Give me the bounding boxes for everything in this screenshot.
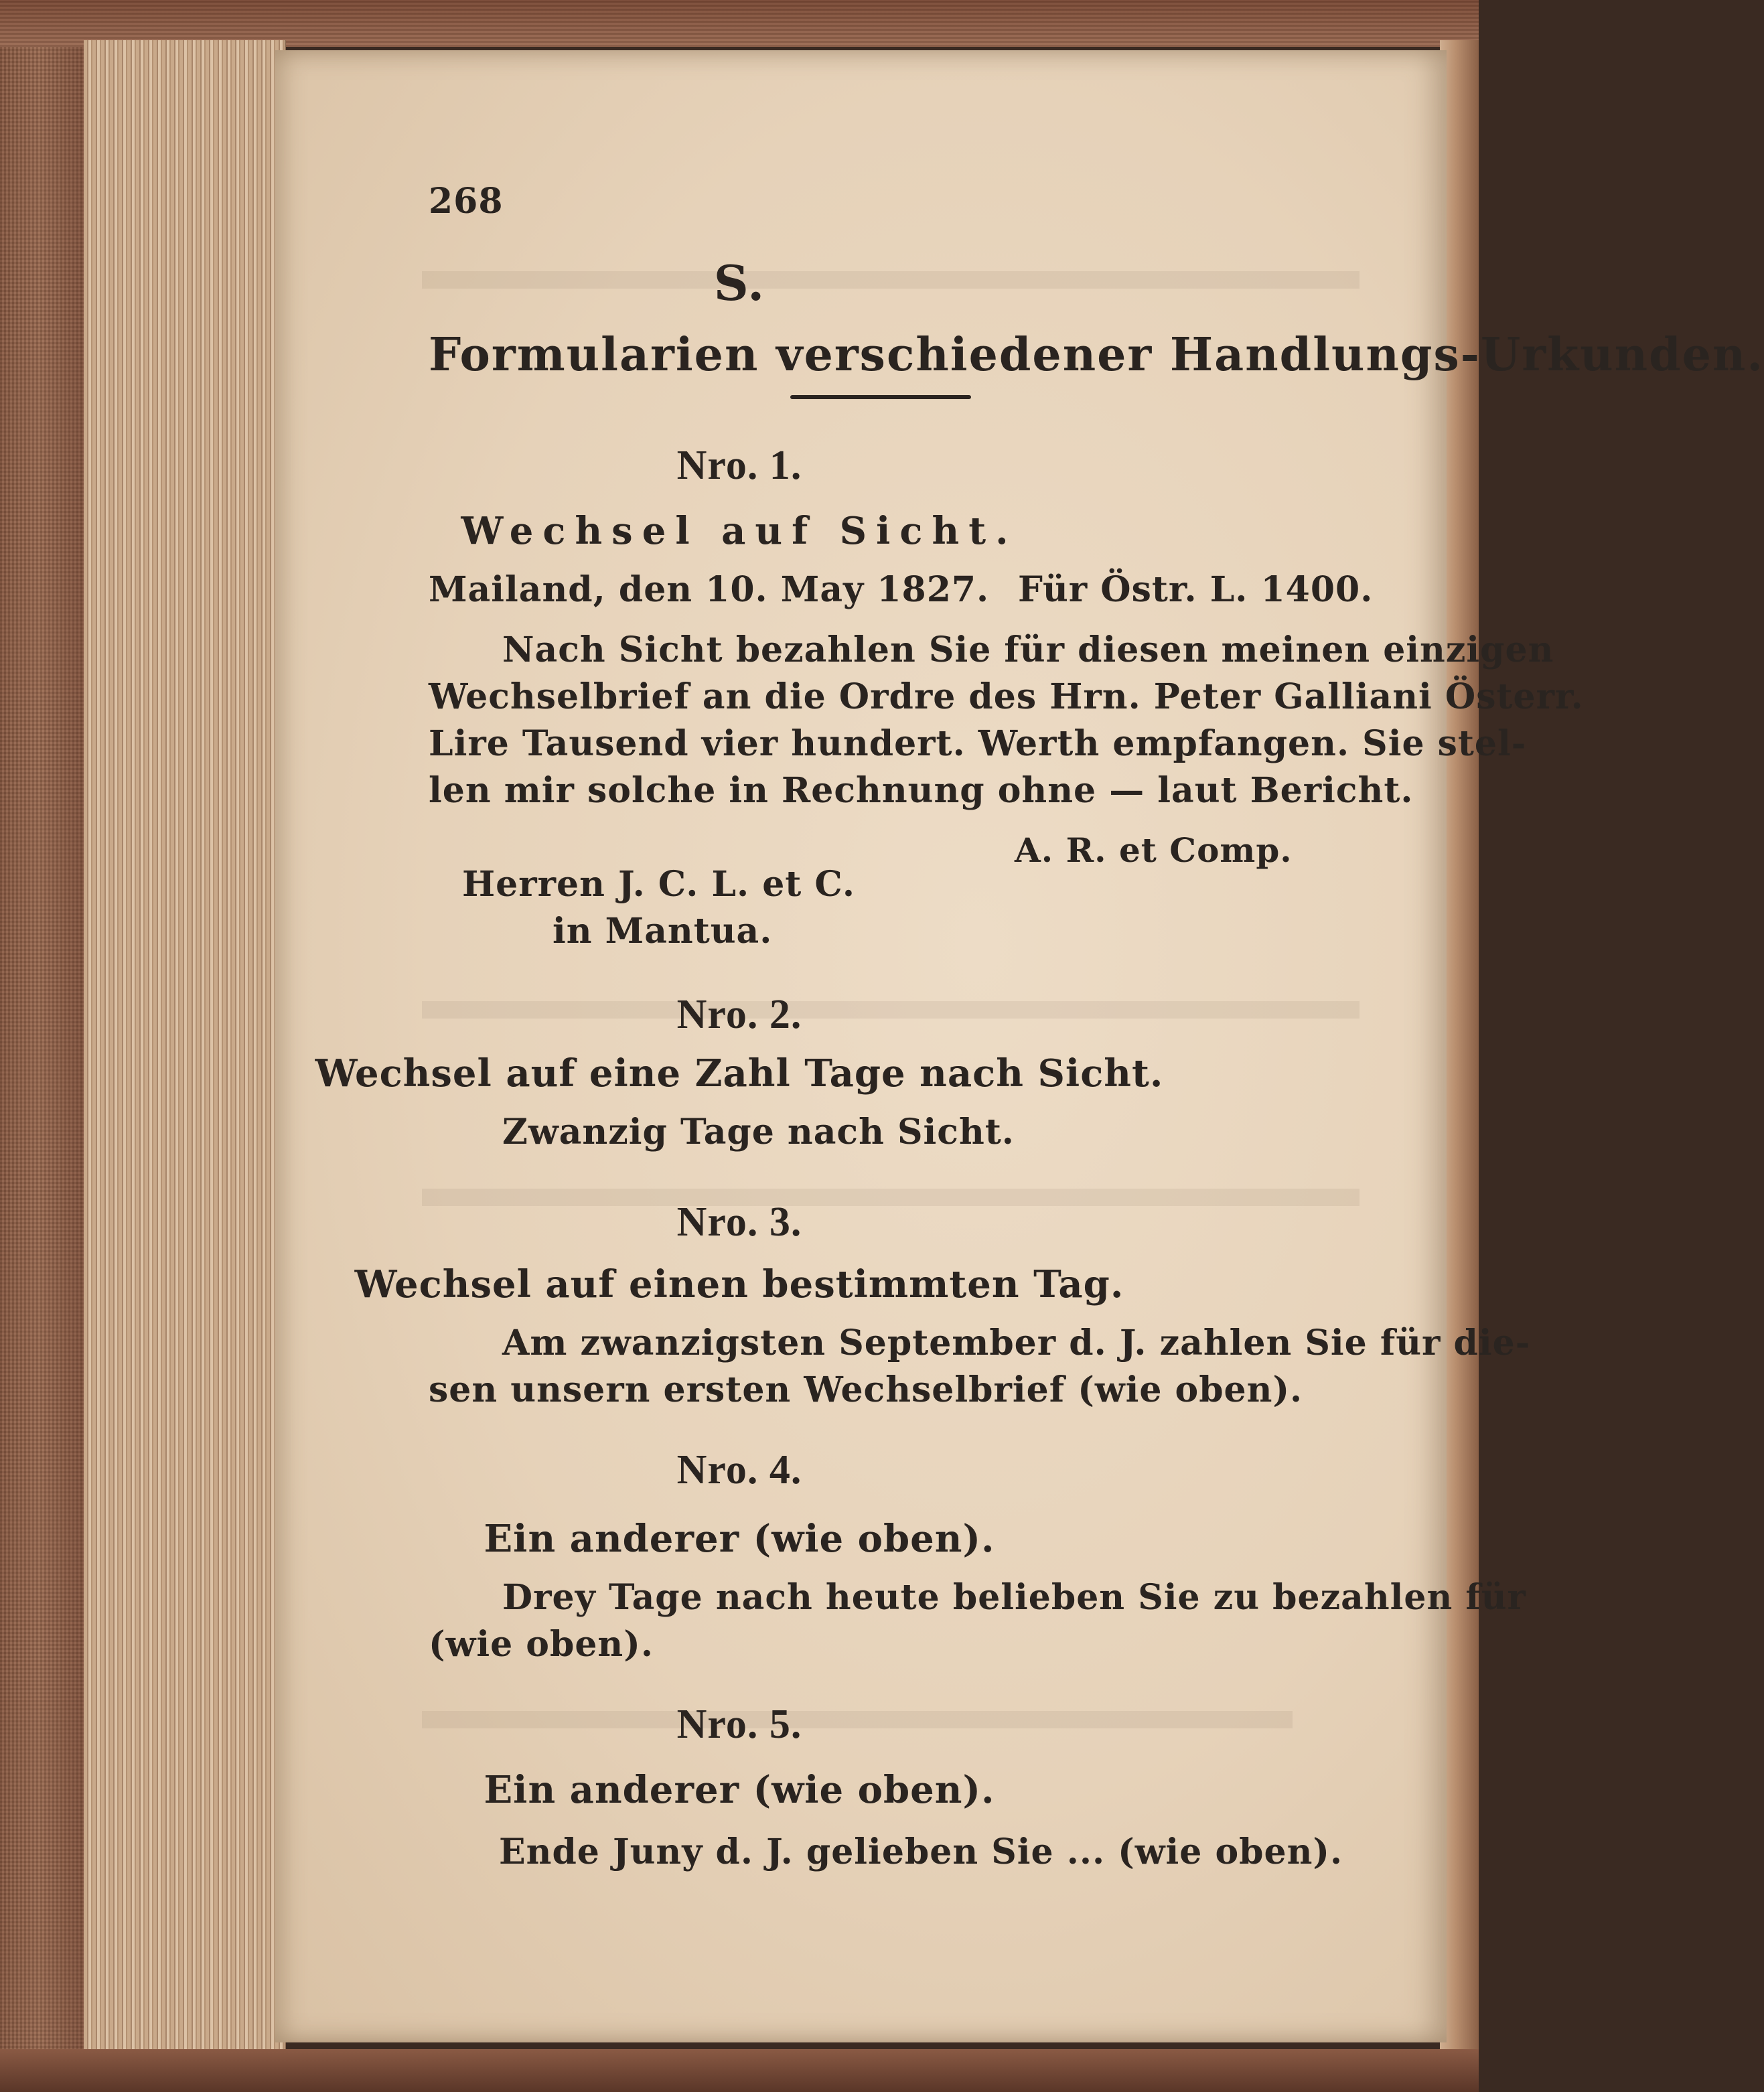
book-cover-bottom [0, 2049, 1479, 2092]
form-1-line: Lire Tausend vier hundert. Werth empfangen. Sie stel- [429, 723, 1527, 764]
form-1-addressee: Herren J. C. L. et C. [462, 864, 856, 905]
title-rule [790, 395, 971, 399]
form-3-line: Am zwanzigsten September d. J. zahlen Sie für die- [502, 1323, 1531, 1363]
form-1-signature: A. R. et Comp. [1015, 830, 1293, 870]
form-4-line: (wie oben). [429, 1624, 654, 1665]
form-1-subheading: Wechsel auf Sicht. [461, 509, 1018, 553]
section-letter: S. [713, 254, 765, 311]
form-3-heading: Nro. 3. [676, 1199, 802, 1245]
form-1-heading: Nro. 1. [676, 443, 802, 488]
form-1-amount: Für Östr. L. 1400. [1018, 569, 1374, 610]
page-number: 268 [429, 181, 504, 222]
form-1-line: Wechselbrief an die Ordre des Hrn. Peter Galliani Österr. [429, 676, 1584, 717]
form-4-subheading: Ein anderer (wie oben). [484, 1517, 995, 1561]
form-1-date-place: Mailand, den 10. May 1827. [429, 569, 990, 610]
form-5-subheading: Ein anderer (wie oben). [484, 1768, 995, 1812]
form-2-subheading: Wechsel auf eine Zahl Tage nach Sicht. [315, 1051, 1164, 1096]
form-1-location: in Mantua. [553, 911, 773, 952]
form-4-heading: Nro. 4. [676, 1447, 802, 1493]
form-1-line: Nach Sicht bezahlen Sie für diesen meinen einzigen [502, 629, 1554, 670]
form-5-heading: Nro. 5. [676, 1702, 802, 1747]
form-2-line: Zwanzig Tage nach Sicht. [502, 1112, 1015, 1152]
form-3-line: sen unsern ersten Wechselbrief (wie oben). [429, 1369, 1303, 1410]
form-2-heading: Nro. 2. [676, 992, 802, 1037]
form-3-subheading: Wechsel auf einen bestimmten Tag. [354, 1262, 1124, 1306]
form-5-line: Ende Juny d. J. gelieben Sie ... (wie oben). [499, 1832, 1343, 1872]
form-4-line: Drey Tage nach heute belieben Sie zu bezahlen für [502, 1577, 1526, 1618]
form-1-line: len mir solche in Rechnung ohne — laut Bericht. [429, 770, 1414, 811]
page-title: Formularien verschiedener Handlungs-Urkunden. [429, 328, 1764, 382]
